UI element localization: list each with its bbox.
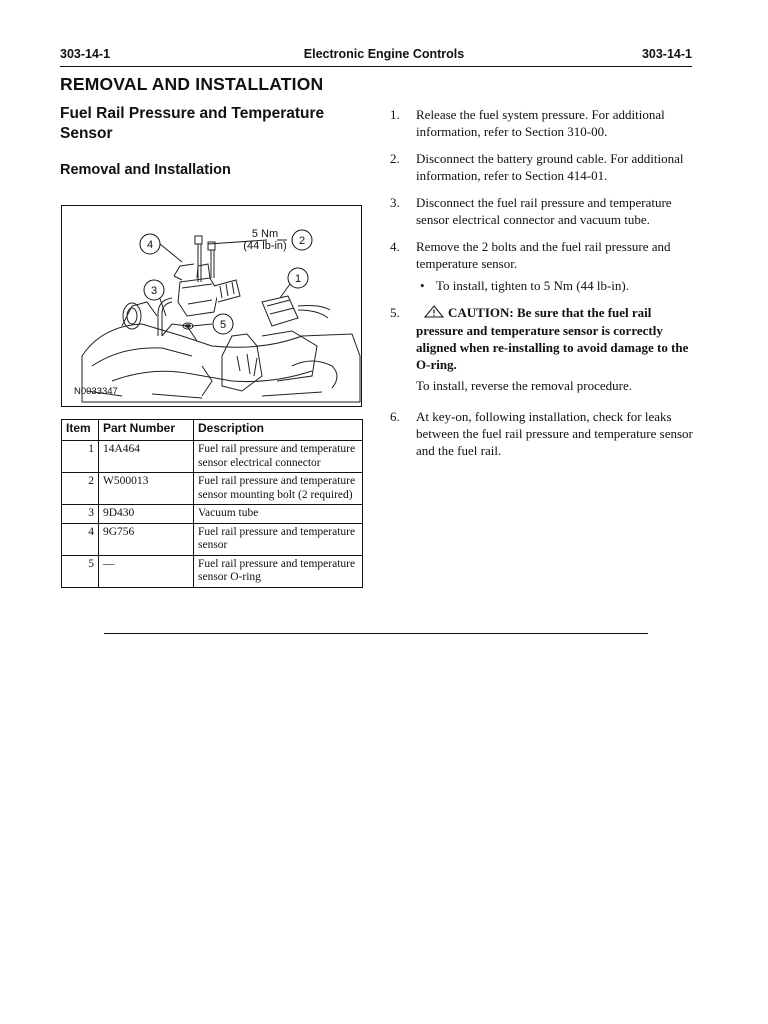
item-number: 5: [62, 555, 99, 587]
table-row: [62, 505, 363, 524]
step-text: Remove the 2 bolts and the fuel rail pressure and temperature sensor.: [416, 239, 671, 271]
part-description: Fuel rail pressure and temperature sensor: [194, 523, 363, 555]
table-row: [62, 441, 363, 473]
callout-4: 4: [146, 239, 154, 251]
item-number: 3: [62, 505, 99, 524]
procedure-step-3: [390, 194, 700, 228]
step-substep: [416, 277, 700, 294]
parts-table: [61, 419, 363, 588]
part-number: 9D430: [99, 505, 194, 524]
part-description: Fuel rail pressure and temperature sensor electrical connector: [194, 441, 363, 473]
step-number: 2.: [390, 151, 400, 166]
header-rule: [60, 66, 692, 67]
step-number: 5.: [390, 305, 400, 320]
step-number: 3.: [390, 195, 400, 210]
procedure-step-2: [390, 150, 700, 184]
step-text: At key-on, following installation, check for leaks between the fuel rail pressure and temperature sensor and the fuel rail.: [416, 409, 693, 458]
torque-value: 5 Nm: [251, 228, 279, 240]
header-right-code: 303-14-1: [641, 47, 692, 61]
item-number: 4: [62, 523, 99, 555]
procedure-step-1: [390, 106, 700, 140]
part-number: 9G756: [99, 523, 194, 555]
column-header-part-number: Part Number: [99, 420, 194, 441]
step-text: Release the fuel system pressure. For additional information, refer to Section 310-00.: [416, 107, 665, 139]
callout-2: 2: [298, 235, 306, 247]
part-number: W500013: [99, 473, 194, 505]
part-description: Fuel rail pressure and temperature sensor O-ring: [194, 555, 363, 587]
column-header-item: Item: [62, 420, 99, 441]
figure-id: N0033347: [74, 386, 118, 397]
header-title: Electronic Engine Controls: [303, 47, 465, 61]
table-row: [62, 473, 363, 505]
procedure-step-5: [390, 304, 700, 373]
step-number: 1.: [390, 107, 400, 122]
table-header-row: [62, 420, 363, 441]
part-number: 14A464: [99, 441, 194, 473]
component-title: Fuel Rail Pressure and Temperature Sensor: [60, 105, 325, 142]
step-text: Disconnect the fuel rail pressure and temperature sensor electrical connector and vacuum tube.: [416, 195, 672, 227]
callout-3: 3: [150, 285, 158, 297]
step-text: Disconnect the battery ground cable. For additional information, refer to Section 414-01.: [416, 151, 684, 183]
callout-1: 1: [294, 273, 302, 285]
footer-rule: [104, 633, 648, 634]
item-number: 1: [62, 441, 99, 473]
caution-text: CAUTION: Be sure that the fuel rail pressure and temperature sensor is correctly aligned when re-installing to avoid damage to the O-ring.: [416, 305, 689, 372]
warning-triangle-icon: [424, 305, 444, 322]
torque-imperial: (44 lb-in): [243, 240, 287, 252]
header-left-code: 303-14-1: [60, 47, 111, 61]
step-5-note: To install, reverse the removal procedure.: [416, 378, 633, 393]
step-number: 4.: [390, 239, 400, 254]
step-number: 6.: [390, 409, 400, 424]
subsection-title: Removal and Installation: [60, 162, 231, 178]
part-description: Fuel rail pressure and temperature sensor mounting bolt (2 required): [194, 473, 363, 505]
part-description: Vacuum tube: [194, 505, 363, 524]
table-row: [62, 555, 363, 587]
item-number: 2: [62, 473, 99, 505]
bullet-icon: •: [420, 278, 425, 293]
procedure-step-6: [390, 408, 700, 459]
procedure-step-4: [390, 238, 700, 294]
part-number: —: [99, 555, 194, 587]
callout-5: 5: [219, 319, 227, 331]
section-title: REMOVAL AND INSTALLATION: [60, 74, 324, 94]
column-header-description: Description: [194, 420, 363, 441]
sensor-illustration: [61, 205, 362, 407]
substep-text: To install, tighten to 5 Nm (44 lb-in).: [436, 278, 629, 293]
table-row: [62, 523, 363, 555]
procedure-steps: [390, 106, 700, 469]
